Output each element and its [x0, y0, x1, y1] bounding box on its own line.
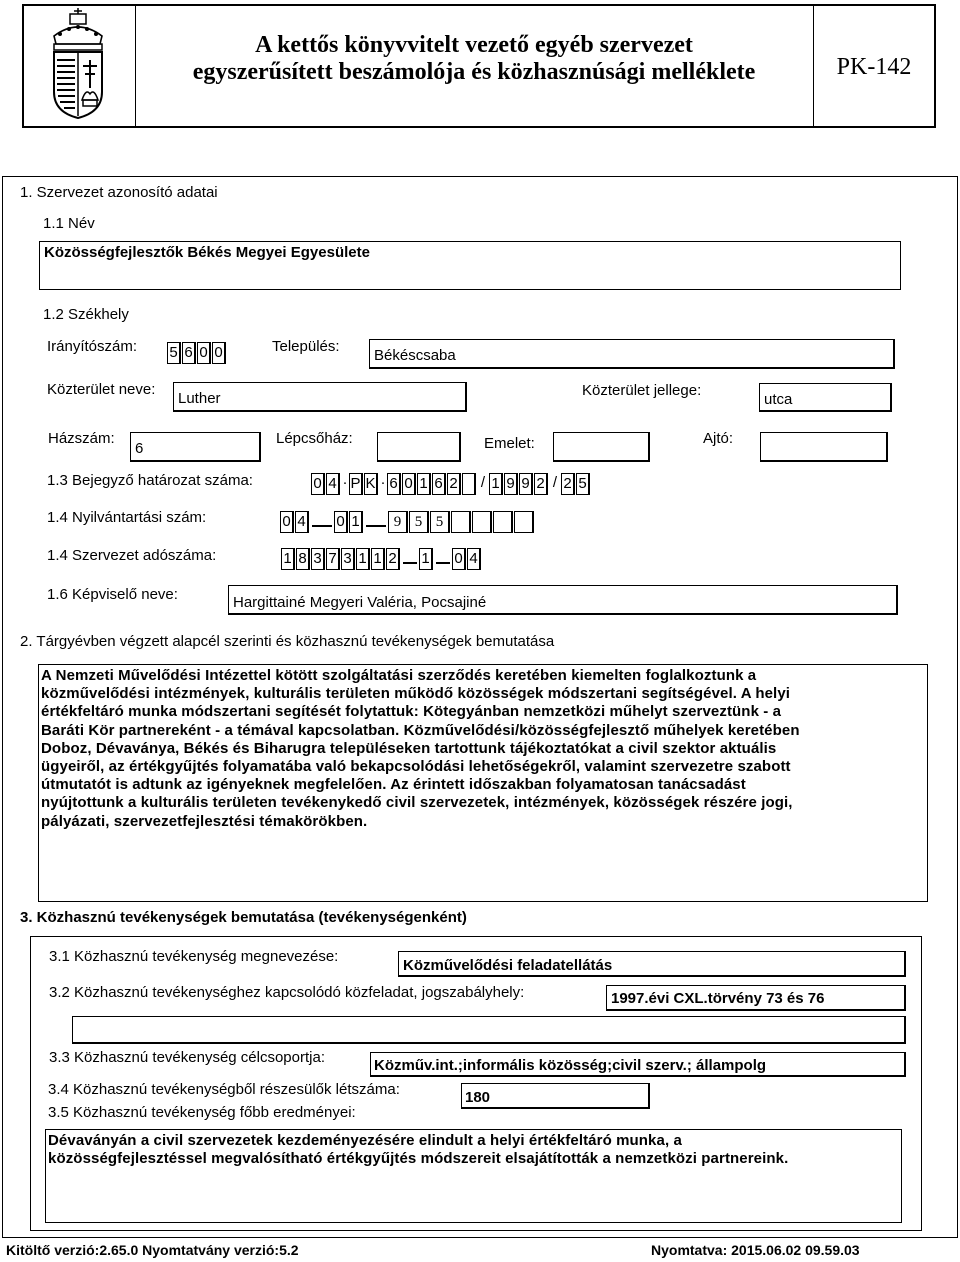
- beneficiaries-count-value: 180: [465, 1089, 491, 1106]
- target-group-label: 3.3 Közhasznú tevékenység célcsoportja:: [49, 1049, 325, 1066]
- decision-digit: 0: [402, 473, 416, 495]
- results-label: 3.5 Közhasznú tevékenység főbb eredményei:: [48, 1104, 356, 1121]
- activity-name-value: Közművelődési feladatellátás: [403, 957, 613, 974]
- form-title-line2: egyszerűsített beszámolója és közhasznúsági melléklete: [192, 59, 756, 85]
- registry-digit: [451, 511, 471, 533]
- street-label: Közterület neve:: [47, 381, 156, 398]
- decision-slash: /: [552, 474, 558, 491]
- tax-digit: 3: [341, 548, 355, 570]
- zip-code-field[interactable]: [167, 342, 227, 364]
- registry-dash: [364, 511, 388, 533]
- registry-digit: [472, 511, 492, 533]
- zip-digit: 6: [182, 342, 196, 364]
- decision-digit: 9: [519, 473, 533, 495]
- street-value: Luther: [178, 390, 221, 407]
- tax-number-label: 1.4 Szervezet adószáma:: [47, 547, 217, 564]
- public-task-field[interactable]: [606, 985, 906, 1011]
- decision-digit: 1: [417, 473, 431, 495]
- tax-digit: 1: [419, 548, 433, 570]
- tax-digit: 1: [356, 548, 370, 570]
- decision-dot: ·: [380, 474, 386, 491]
- section1-heading: 1. Szervezet azonosító adatai: [20, 184, 218, 201]
- results-field[interactable]: [45, 1129, 902, 1223]
- house-number-label: Házszám:: [48, 430, 115, 447]
- activities-line: A Nemzeti Művelődési Intézettel kötött szolgáltatási szerződés keretében kiemelten foglalkoztunk a: [41, 667, 757, 684]
- section2-heading: 2. Tárgyévben végzett alapcél szerinti és közhasznú tevékenységek bemutatása: [20, 633, 555, 650]
- activities-line: pályázati, szervezetfejlesztési témakörökben.: [41, 812, 368, 830]
- organization-name-field[interactable]: [39, 241, 901, 290]
- decision-digit: 5: [576, 473, 590, 495]
- registry-number-label: 1.4 Nyilvántartási szám:: [47, 509, 207, 526]
- activities-description-field[interactable]: [38, 664, 928, 902]
- seat-label: 1.2 Székhely: [43, 306, 129, 323]
- registry-dash: [310, 511, 334, 533]
- representative-field[interactable]: [228, 585, 898, 615]
- decision-dot: ·: [342, 474, 348, 491]
- street-type-label: Közterület jellege:: [582, 382, 702, 399]
- stair-label: Lépcsőház:: [276, 430, 353, 447]
- form-code: PK-142: [836, 54, 912, 80]
- decision-digit: [462, 473, 476, 495]
- tax-digit: 7: [326, 548, 340, 570]
- registry-number-field[interactable]: [280, 511, 535, 533]
- representative-value: Hargittainé Megyeri Valéria, Pocsajiné: [233, 594, 487, 611]
- street-type-field[interactable]: [759, 383, 892, 412]
- decision-digit: 6: [387, 473, 401, 495]
- results-line: közösségfejlesztéssel megvalósítható értékgyűjtés módszereit elsajátították a nemzetközi partnereink.: [48, 1150, 789, 1168]
- footer-version: Kitöltő verzió:2.65.0 Nyomtatvány verzió:5.2: [6, 1242, 299, 1258]
- decision-digit: 4: [326, 473, 340, 495]
- public-task-label: 3.2 Közhasznú tevékenységhez kapcsolódó közfeladat, jogszabályhely:: [49, 984, 525, 1001]
- name-label: 1.1 Név: [43, 215, 95, 232]
- hungarian-coat-of-arms-icon: [48, 8, 108, 120]
- organization-name-value: Közösségfejlesztők Békés Megyei Egyesülete: [44, 244, 370, 261]
- activities-description-text: [41, 667, 800, 831]
- activities-line: ügyeiről, az értékgyűjtés folyamatába való bekapcsolódási lehetőségekről, valamint szervezetre szabott: [41, 758, 791, 776]
- public-task-extra-field[interactable]: [72, 1016, 906, 1044]
- results-line: Dévaványán a civil szervezetek kezdeményezésére elindult a helyi értékfeltáró munka, a: [48, 1132, 682, 1149]
- tax-dash: [434, 548, 452, 570]
- activities-line: nyújtottunk a kulturális területen tevékenykedő civil szervezetek, intézmények, közösségek részére jogi,: [41, 794, 793, 812]
- beneficiaries-count-field[interactable]: [461, 1083, 650, 1109]
- public-task-value: 1997.évi CXL.törvény 73 és 76: [611, 990, 825, 1007]
- decision-digit: 2: [561, 473, 575, 495]
- results-text: [48, 1132, 788, 1168]
- decision-digit: 9: [504, 473, 518, 495]
- house-number-value: 6: [135, 440, 144, 457]
- tax-digit: 0: [452, 548, 466, 570]
- tax-digit: 4: [467, 548, 481, 570]
- house-number-field[interactable]: [130, 432, 261, 462]
- activities-line: Baráti Kör partnereként - a témával kapcsolatban. Közművelődési/közösségfejlesztő műhelyek keretében: [41, 721, 800, 739]
- decision-digit: 6: [432, 473, 446, 495]
- city-value: Békéscsaba: [374, 347, 456, 364]
- stair-field[interactable]: [377, 432, 461, 462]
- activities-line: Doboz, Dévaványa, Békés és Biharugra településeken tartottunk tájékoztatókat a civil szektor aktuális: [41, 739, 777, 757]
- tax-number-field[interactable]: [281, 548, 482, 570]
- decision-slash: /: [480, 474, 486, 491]
- door-field[interactable]: [760, 432, 888, 462]
- tax-dash: [401, 548, 419, 570]
- decision-digit: 2: [447, 473, 461, 495]
- registry-digit: 4: [295, 511, 309, 533]
- tax-digit: 1: [281, 548, 295, 570]
- tax-digit: 3: [311, 548, 325, 570]
- target-group-field[interactable]: [370, 1052, 906, 1077]
- registry-digit: 1: [349, 511, 363, 533]
- activities-line: értékfeltáró munka módszertani segítését folytattuk: Kötegyánban nemzetközi műhelyt szerveztünk - a: [41, 703, 782, 721]
- form-title-line1: A kettős könyvvitelt vezető egyéb szervezet: [255, 32, 693, 58]
- city-label: Település:: [272, 338, 340, 355]
- activity-name-label: 3.1 Közhasznú tevékenység megnevezése:: [49, 948, 339, 965]
- zip-digit: 0: [197, 342, 211, 364]
- zip-digit: 0: [212, 342, 226, 364]
- registry-digit: 5: [430, 511, 450, 533]
- activities-line: útmutatót is adtunk az igényeknek megfelelően. Az érintett időszakban folyamatosan tanácsadást: [41, 776, 746, 794]
- decision-digit: 0: [311, 473, 325, 495]
- decision-digit: 2: [534, 473, 548, 495]
- street-type-value: utca: [764, 391, 793, 408]
- tax-digit: 1: [371, 548, 385, 570]
- zip-digit: 5: [167, 342, 181, 364]
- street-field[interactable]: [173, 382, 467, 412]
- section3-heading: 3. Közhasznú tevékenységek bemutatása (tevékenységenként): [20, 909, 467, 926]
- floor-field[interactable]: [553, 432, 650, 462]
- tax-digit: 8: [296, 548, 310, 570]
- city-field[interactable]: [369, 339, 895, 369]
- beneficiaries-count-label: 3.4 Közhasznú tevékenységből részesülők létszáma:: [48, 1081, 400, 1098]
- decision-letter: P: [349, 473, 363, 495]
- zip-label: Irányítószám:: [47, 338, 138, 355]
- form-title: [135, 32, 813, 86]
- decision-letter: K: [364, 473, 378, 495]
- registry-digit: [493, 511, 513, 533]
- registry-digit: 5: [409, 511, 429, 533]
- activities-line: közművelődési intézmények, kulturális területen működő közösségek módszertani segítségével. A helyi: [41, 685, 791, 703]
- decision-number-label: 1.3 Bejegyző határozat száma:: [47, 472, 253, 489]
- door-label: Ajtó:: [703, 430, 734, 447]
- footer-printed: Nyomtatva: 2015.06.02 09.59.03: [651, 1242, 860, 1258]
- representative-label: 1.6 Képviselő neve:: [47, 586, 178, 603]
- tax-digit: 2: [386, 548, 400, 570]
- decision-digit: 1: [489, 473, 503, 495]
- activity-name-field[interactable]: [398, 951, 906, 977]
- registry-digit: 0: [280, 511, 294, 533]
- target-group-value: Közműv.int.;informális közösség;civil szerv.; állampolg: [374, 1057, 767, 1074]
- decision-number-field[interactable]: [311, 473, 591, 495]
- registry-digit: [514, 511, 534, 533]
- registry-digit: 0: [334, 511, 348, 533]
- registry-digit: 9: [388, 511, 408, 533]
- floor-label: Emelet:: [484, 435, 535, 452]
